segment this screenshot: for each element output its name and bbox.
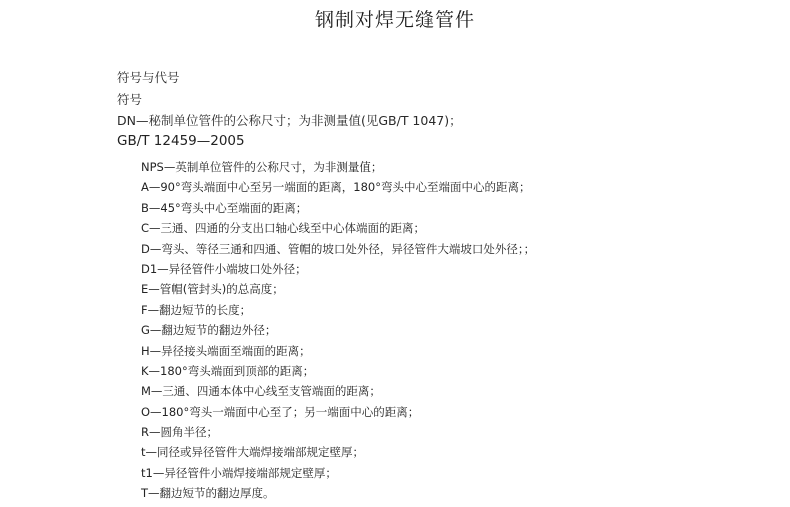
symbol-item: NPS—英制单位管件的公称尺寸，为非测量值；: [141, 160, 383, 174]
standard-reference: GB/T 12459—2005: [117, 133, 245, 149]
symbol-list: [141, 157, 535, 504]
symbol-item: O—180°弯头一端面中心至了；另一端面中心的距离；: [141, 404, 420, 419]
symbol-item: K—180°弯头端面到顶部的距离；: [141, 363, 315, 378]
section-heading: 符号与代号: [117, 70, 180, 85]
symbol-item: A—90°弯头端面中心至另一端面的距离，180°弯头中心至端面中心的距离；: [141, 180, 531, 195]
symbol-item: C—三通、四通的分支出口轴心线至中心体端面的距离；: [141, 221, 426, 236]
dn-definition: DN—秘制单位管件的公称尺寸；为非测量值(见GB/T 1047)；: [117, 113, 462, 128]
page-title: 钢制对焊无缝管件: [314, 9, 475, 31]
symbol-item: T—翻边短节的翻边厚度。: [141, 486, 275, 501]
symbol-item: B—45°弯头中心至端面的距离；: [141, 200, 308, 215]
subsection-heading: 符号: [117, 92, 143, 107]
symbol-item: M—三通、四通本体中心线至支管端面的距离；: [141, 384, 381, 399]
symbol-item: D1—异径管件小端坡口处外径；: [141, 261, 307, 276]
symbol-item: D—弯头、等径三通和四通、管帽的坡口处外径，异径管件大端坡口处外径；；: [141, 241, 536, 256]
symbol-item: G—翻边短节的翻边外径；: [141, 323, 277, 338]
symbol-item: E—管帽(管封头)的总高度；: [141, 282, 284, 297]
symbol-item: H—异径接头端面至端面的距离；: [141, 343, 311, 358]
symbol-item: F—翻边短节的长度；: [141, 302, 252, 317]
symbol-item: t1—异径管件小端焊接端部规定壁厚；: [141, 465, 337, 480]
symbol-item: R—圆角半径；: [141, 425, 218, 440]
symbol-item: t—同径或异径管件大端焊接端部规定壁厚；: [141, 445, 365, 460]
